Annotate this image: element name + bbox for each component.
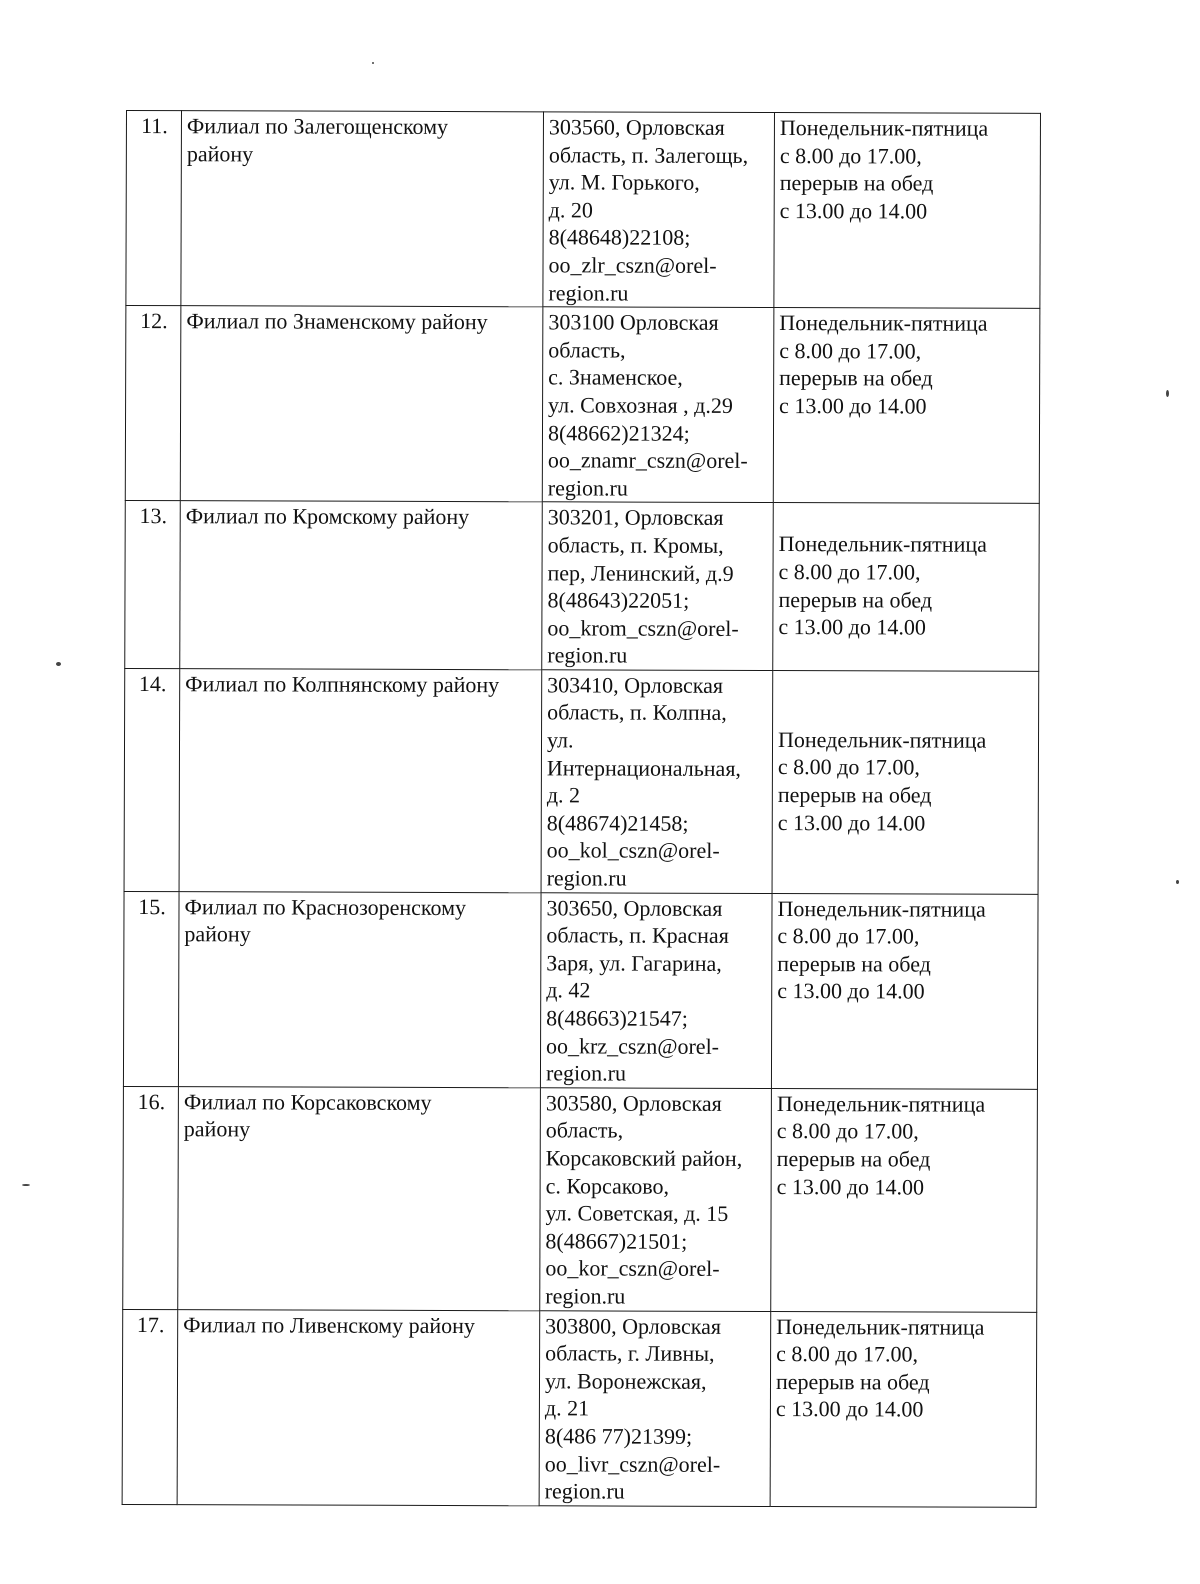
scan-speck bbox=[1166, 390, 1169, 397]
hours-line: с 13.00 до 14.00 bbox=[777, 809, 926, 836]
row-number: 16. bbox=[123, 1086, 179, 1309]
branch-name-line: Филиал по Залегощенскому bbox=[186, 113, 449, 140]
hours-line: с 13.00 до 14.00 bbox=[779, 392, 927, 419]
hours-cell bbox=[771, 1088, 1038, 1312]
address-line: 8(48662)21324; bbox=[547, 419, 690, 446]
scan-speck bbox=[372, 62, 374, 64]
hours-line: с 8.00 до 17.00, bbox=[779, 142, 922, 169]
hours-cell bbox=[771, 893, 1038, 1089]
address-cell bbox=[541, 670, 773, 893]
hours-line: перерыв на обед bbox=[779, 170, 934, 196]
table-row bbox=[126, 111, 1041, 309]
scan-speck bbox=[56, 662, 61, 666]
hours-line: Понедельник-пятница bbox=[777, 895, 986, 922]
address-line: 8(48674)21458; bbox=[546, 810, 689, 836]
address-line: с. Корсаково, bbox=[545, 1172, 670, 1199]
address-line: oo_kol_cszn@orel- bbox=[546, 837, 720, 864]
address-line: 303650, Орловская bbox=[546, 894, 723, 921]
table-row bbox=[123, 1086, 1038, 1312]
hours-line: перерыв на обед bbox=[779, 365, 933, 391]
address-line: 303560, Орловская bbox=[548, 114, 725, 140]
address-line: 8(48667)21501; bbox=[545, 1228, 688, 1254]
address-line: Заря, ул. Гагарина, bbox=[546, 950, 722, 976]
branch-name-cell bbox=[178, 891, 541, 1087]
address-line: область, bbox=[545, 1117, 624, 1143]
address-line: ул. bbox=[546, 727, 574, 753]
branch-name-cell bbox=[180, 306, 543, 502]
hours-line: с 8.00 до 17.00, bbox=[778, 558, 921, 585]
address-line: Корсаковский район, bbox=[545, 1145, 743, 1171]
branch-name-line: Филиал по Кромскому району bbox=[185, 503, 470, 530]
address-line: д. 21 bbox=[544, 1395, 590, 1421]
branch-name-line: району bbox=[183, 1116, 251, 1142]
hours-line: с 8.00 до 17.00, bbox=[779, 337, 922, 364]
branch-name-line: Филиал по Колпнянскому району bbox=[185, 671, 500, 698]
address-line: ул. М. Горького, bbox=[548, 169, 700, 195]
scan-speck bbox=[1176, 880, 1179, 884]
address-line: 303580, Орловская bbox=[545, 1090, 722, 1116]
address-line: oo_livr_cszn@orel- bbox=[544, 1450, 721, 1477]
address-line: ул. Совхозная , д.29 bbox=[548, 392, 733, 418]
address-line: с. Знаменское, bbox=[548, 364, 683, 391]
address-line: область, п. Красная bbox=[546, 922, 729, 949]
address-line: region.ru bbox=[546, 865, 627, 891]
hours-line: с 8.00 до 17.00, bbox=[776, 1118, 919, 1144]
branches-table-body bbox=[122, 111, 1040, 1508]
address-cell bbox=[543, 112, 775, 308]
address-line: oo_znamr_cszn@orel- bbox=[547, 447, 748, 474]
hours-line: с 13.00 до 14.00 bbox=[777, 978, 925, 1004]
hours-line: с 13.00 до 14.00 bbox=[779, 197, 928, 224]
hours-line: Понедельник-пятница bbox=[779, 310, 988, 336]
address-line: 8(48663)21547; bbox=[546, 1005, 688, 1031]
hours-line: Понедельник-пятница bbox=[779, 115, 989, 141]
hours-cell bbox=[773, 503, 1040, 671]
address-line: область, п. Колпна, bbox=[547, 699, 727, 726]
row-number: 13. bbox=[125, 501, 181, 669]
address-line: д. 20 bbox=[548, 197, 593, 223]
address-line: oo_krom_cszn@orel- bbox=[547, 615, 739, 641]
hours-cell bbox=[770, 1311, 1037, 1507]
table-row bbox=[123, 891, 1038, 1089]
row-number: 15. bbox=[123, 891, 179, 1086]
table-row bbox=[125, 501, 1040, 671]
address-line: 303410, Орловская bbox=[547, 672, 724, 698]
branch-name-line: району bbox=[186, 140, 254, 166]
address-line: Интернациональная, bbox=[546, 754, 742, 781]
address-line: 8(48648)22108; bbox=[548, 224, 691, 251]
address-line: область, п. Кромы, bbox=[547, 532, 724, 558]
row-number: 17. bbox=[122, 1309, 178, 1504]
address-cell bbox=[542, 307, 774, 503]
branch-name-cell bbox=[177, 1309, 540, 1505]
hours-line: Понедельник-пятница bbox=[776, 1313, 985, 1340]
hours-line: с 8.00 до 17.00, bbox=[776, 1341, 919, 1367]
hours-line: перерыв на обед bbox=[778, 586, 933, 613]
hours-cell bbox=[774, 113, 1041, 309]
address-line: region.ru bbox=[545, 1060, 627, 1086]
table-row bbox=[122, 1309, 1037, 1507]
address-line: 303800, Орловская bbox=[545, 1312, 722, 1339]
hours-line: с 8.00 до 17.00, bbox=[777, 923, 920, 949]
hours-line: перерыв на обед bbox=[777, 782, 932, 808]
hours-cell bbox=[773, 308, 1040, 504]
branch-name-cell bbox=[181, 111, 544, 307]
address-line: 303201, Орловская bbox=[547, 504, 724, 531]
address-line: region.ru bbox=[544, 1478, 625, 1504]
hours-line: Понедельник-пятница bbox=[778, 531, 987, 558]
address-line: 303100 Орловская bbox=[548, 309, 719, 336]
address-line: область, г. Ливны, bbox=[545, 1340, 715, 1366]
address-line: ул. Советская, д. 15 bbox=[545, 1200, 729, 1227]
address-line: oo_krz_cszn@orel- bbox=[546, 1032, 720, 1059]
branch-name-line: Филиал по Краснозоренскому bbox=[184, 893, 467, 920]
address-line: ул. Воронежская, bbox=[544, 1368, 707, 1394]
branch-name-line: Филиал по Знаменскому району bbox=[186, 308, 488, 335]
row-number: 12. bbox=[125, 306, 181, 501]
hours-line: перерыв на обед bbox=[777, 950, 931, 977]
hours-line: с 13.00 до 14.00 bbox=[776, 1173, 925, 1200]
branch-name-cell bbox=[178, 1086, 541, 1310]
address-line: region.ru bbox=[547, 642, 628, 668]
address-line: пер, Ленинский, д.9 bbox=[547, 559, 734, 586]
hours-cell bbox=[772, 670, 1039, 894]
address-line: region.ru bbox=[547, 475, 628, 501]
address-line: д. 42 bbox=[546, 977, 591, 1003]
address-line: область, п. Залегощь, bbox=[548, 141, 749, 168]
branch-name-line: Филиал по Ливенскому району bbox=[183, 1311, 475, 1338]
hours-line: Понедельник-пятница bbox=[776, 1090, 986, 1117]
branch-name-line: району bbox=[184, 921, 251, 947]
branch-name-cell bbox=[180, 501, 543, 670]
row-number: 11. bbox=[126, 111, 182, 306]
hours-line: с 8.00 до 17.00, bbox=[777, 754, 920, 780]
hours-line: Понедельник-пятница bbox=[777, 726, 987, 753]
branch-name-cell bbox=[179, 669, 542, 893]
branches-table bbox=[122, 110, 1041, 1508]
address-line: oo_zlr_cszn@orel- bbox=[548, 252, 717, 278]
address-line: region.ru bbox=[548, 279, 629, 306]
address-cell bbox=[540, 1088, 772, 1311]
address-line: region.ru bbox=[545, 1283, 626, 1309]
address-line: область, bbox=[548, 337, 626, 363]
address-line: 8(486 77)21399; bbox=[544, 1423, 693, 1449]
hours-line: перерыв на обед bbox=[775, 1368, 930, 1395]
hours-line: с 13.00 до 14.00 bbox=[775, 1396, 924, 1422]
address-cell bbox=[539, 1310, 771, 1506]
hours-line: перерыв на обед bbox=[776, 1146, 931, 1172]
scan-speck bbox=[22, 1184, 30, 1186]
address-line: д. 2 bbox=[546, 782, 581, 808]
table-row bbox=[125, 306, 1040, 504]
address-cell bbox=[542, 502, 774, 670]
hours-line: с 13.00 до 14.00 bbox=[778, 614, 926, 640]
address-cell bbox=[540, 892, 772, 1088]
table-row bbox=[124, 668, 1039, 894]
address-line: 8(48643)22051; bbox=[547, 587, 690, 613]
row-number: 14. bbox=[124, 668, 180, 891]
branch-name-line: Филиал по Корсаковскому bbox=[183, 1088, 432, 1115]
address-line: oo_kor_cszn@orel- bbox=[545, 1255, 720, 1282]
